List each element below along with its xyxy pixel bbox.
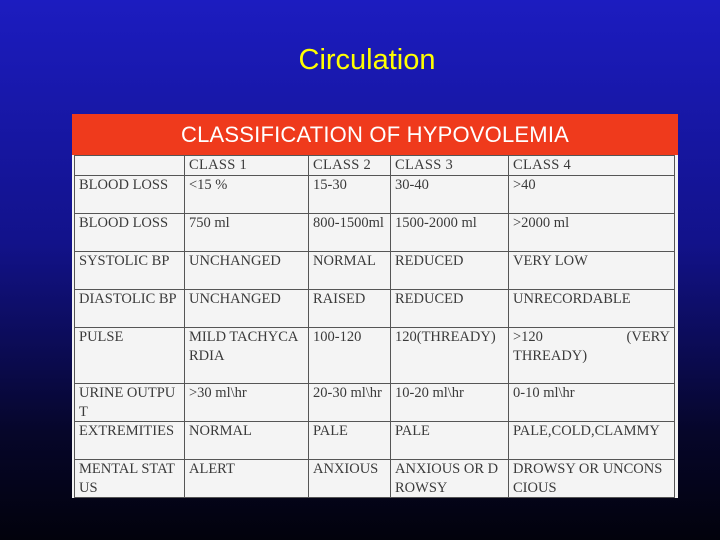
hypovolemia-table-image: [72, 114, 678, 498]
table-cell: [509, 328, 675, 384]
table-cell: 750 ml: [185, 214, 309, 252]
table-row: [75, 290, 675, 328]
table-cell: NORMAL: [185, 422, 309, 460]
table-cell: PALE,COLD,CLAMMY: [509, 422, 675, 460]
table-cell: RAISED: [309, 290, 391, 328]
table-row: [75, 328, 675, 384]
row-label: SYSTOLIC BP: [75, 252, 185, 290]
pulse-class-4-note-close: THREADY): [513, 347, 588, 364]
table-row: [75, 384, 675, 422]
table-row: [75, 422, 675, 460]
table-cell: 1500-2000 ml: [391, 214, 509, 252]
header-cell-class-3: CLASS 3: [391, 156, 509, 176]
header-cell-class-1: CLASS 1: [185, 156, 309, 176]
hypovolemia-table: [74, 155, 675, 498]
header-cell-empty: [75, 156, 185, 176]
table-cell: 30-40: [391, 176, 509, 214]
table-cell: 800-1500ml: [309, 214, 391, 252]
table-row: [75, 460, 675, 498]
table-row: [75, 176, 675, 214]
table-cell: VERY LOW: [509, 252, 675, 290]
table-cell: DROWSY OR UNCONSCIOUS: [509, 460, 675, 498]
table-cell: <15 %: [185, 176, 309, 214]
row-label: URINE OUTPUT: [75, 384, 185, 422]
header-cell-class-2: CLASS 2: [309, 156, 391, 176]
row-label: MENTAL STATUS: [75, 460, 185, 498]
row-label: DIASTOLIC BP: [75, 290, 185, 328]
table-cell: UNCHANGED: [185, 252, 309, 290]
table-row: [75, 214, 675, 252]
table-cell: >40: [509, 176, 675, 214]
slide-title: Circulation: [298, 44, 436, 76]
table-cell: >2000 ml: [509, 214, 675, 252]
table-cell: 0-10 ml\hr: [509, 384, 675, 422]
row-label: BLOOD LOSS: [75, 176, 185, 214]
table-cell: 10-20 ml\hr: [391, 384, 509, 422]
table-cell: UNCHANGED: [185, 290, 309, 328]
table-cell: 20-30 ml\hr: [309, 384, 391, 422]
table-cell: REDUCED: [391, 252, 509, 290]
table-banner: CLASSIFICATION OF HYPOVOLEMIA: [72, 114, 678, 155]
table-cell: REDUCED: [391, 290, 509, 328]
table-cell: MILD TACHYCARDIA: [185, 328, 309, 384]
row-label: PULSE: [75, 328, 185, 384]
table-cell: 120(THREADY): [391, 328, 509, 384]
table-cell: >30 ml\hr: [185, 384, 309, 422]
row-label: EXTREMITIES: [75, 422, 185, 460]
table-cell: NORMAL: [309, 252, 391, 290]
table-cell: ALERT: [185, 460, 309, 498]
table-cell: PALE: [391, 422, 509, 460]
table-cell: 100-120: [309, 328, 391, 384]
pulse-class-4-value: >120: [513, 329, 543, 345]
table-row: [75, 252, 675, 290]
table-cell: PALE: [309, 422, 391, 460]
table-cell: ANXIOUS: [309, 460, 391, 498]
header-cell-class-4: CLASS 4: [509, 156, 675, 176]
pulse-class-4-note-open: (VERY: [626, 329, 670, 345]
table-header-row: [75, 156, 675, 176]
table-cell: ANXIOUS OR DROWSY: [391, 460, 509, 498]
row-label: BLOOD LOSS: [75, 214, 185, 252]
table-cell: 15-30: [309, 176, 391, 214]
table-cell: UNRECORDABLE: [509, 290, 675, 328]
